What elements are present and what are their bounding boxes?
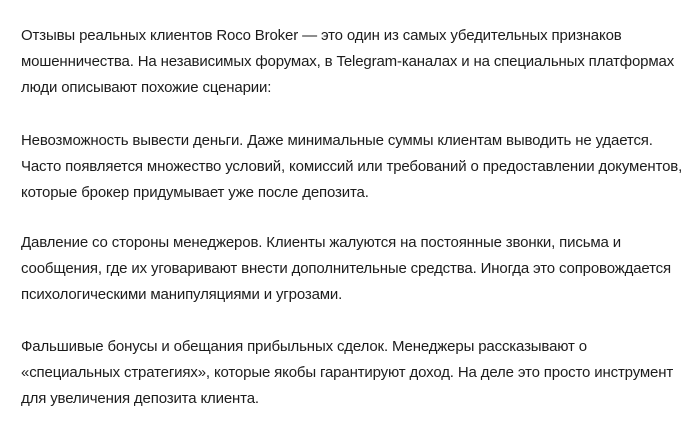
bonuses-paragraph bbox=[21, 334, 681, 412]
withdrawal-paragraph bbox=[21, 128, 681, 206]
cut-off-heading bbox=[22, 0, 678, 2]
paragraph-line: для увеличения депозита клиента. bbox=[21, 390, 259, 407]
paragraph-line: Часто появляется множество условий, комиссий или требований о предоставлении документов, bbox=[21, 158, 683, 175]
paragraph-line: Отзывы реальных клиентов Roco Broker — это один из самых убедительных признаков bbox=[21, 27, 622, 44]
paragraph-line: психологическими манипуляциями и угрозами. bbox=[21, 286, 343, 303]
paragraph-line: люди описывают похожие сценарии: bbox=[21, 79, 272, 96]
paragraph-line: мошенничества. На независимых форумах, в Telegram-каналах и на специальных платформах bbox=[21, 53, 675, 70]
paragraph-line: Фальшивые бонусы и обещания прибыльных сделок. Менеджеры рассказывают о bbox=[21, 338, 587, 355]
intro-paragraph bbox=[21, 23, 681, 101]
paragraph-line: «специальных стратегиях», которые якобы гарантируют доход. На деле это просто инструмент bbox=[21, 364, 674, 381]
paragraph-line: которые брокер придумывает уже после депозита. bbox=[21, 184, 369, 201]
paragraph-line: Невозможность вывести деньги. Даже минимальные суммы клиентам выводить не удается. bbox=[21, 132, 653, 149]
pressure-paragraph bbox=[21, 230, 681, 308]
paragraph-line: сообщения, где их уговаривают внести дополнительные средства. Иногда это сопровождается bbox=[21, 260, 671, 277]
paragraph-line: Давление со стороны менеджеров. Клиенты жалуются на постоянные звонки, письма и bbox=[21, 234, 621, 251]
